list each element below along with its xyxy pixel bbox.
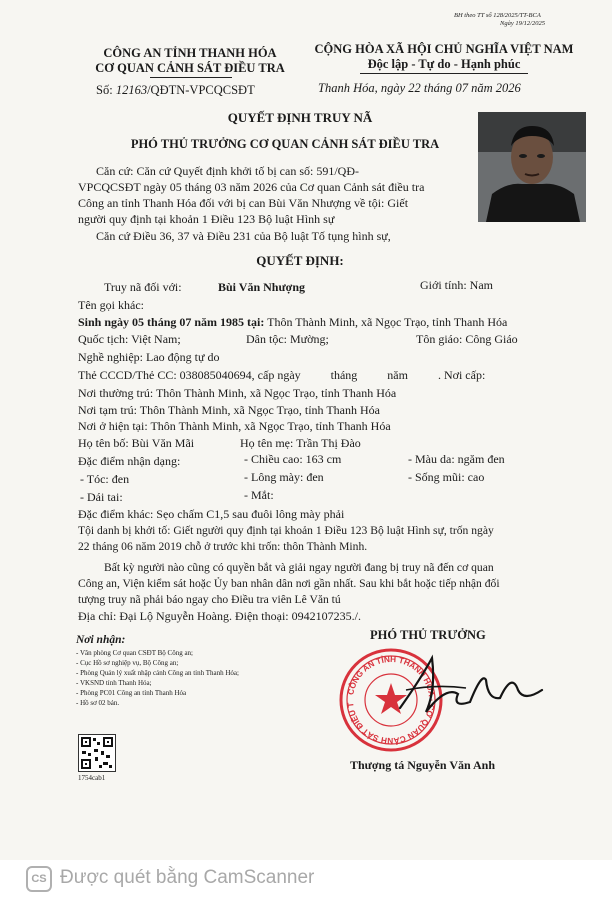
camscanner-logo-icon: CS	[26, 866, 52, 892]
subject-name: Bùi Văn Nhượng	[218, 280, 305, 294]
feature-skin: - Màu da: ngăm đen	[408, 452, 505, 466]
document-number: Số: 12163/QĐTN-VPCQCSĐT	[96, 83, 255, 97]
subject-religion: Tôn giáo: Công Giáo	[416, 332, 518, 346]
agency-line2: CƠ QUAN CẢNH SÁT ĐIỀU TRA	[95, 61, 285, 75]
subject-gender: Giới tính: Nam	[420, 278, 494, 292]
basis-line4: người quy định tại khoản 1 Điều 123 Bộ luật Hình sự	[78, 212, 335, 226]
motto-underline	[360, 73, 528, 74]
notice-line2: Công an, Viện kiểm sát hoặc Ủy ban nhân dân nơi gần nhất. Sau khi bắt hoặc tiếp nhận đối	[78, 577, 500, 590]
recipients-heading: Nơi nhận:	[76, 634, 126, 646]
recipients-list	[76, 648, 312, 708]
basis-line1: Căn cứ: Căn cứ Quyết định khởi tố bị can số: 591/QĐ-	[96, 164, 359, 178]
subject-nationality: Quốc tịch: Việt Nam;	[78, 332, 181, 346]
qr-code	[78, 734, 116, 772]
basis-line3: Công an tỉnh Thanh Hóa đối với bị can Bùi Văn Nhượng về tội: Giết	[78, 196, 409, 210]
notice-line3: tượng truy nã phải báo ngay cho Điều tra viên Lê Văn tú	[78, 593, 341, 606]
subject-mother: Họ tên mẹ: Trần Thị Đào	[240, 436, 361, 450]
feature-other: Đặc điểm khác: Sẹo chấm C1,5 sau đuôi lông mày phải	[78, 507, 345, 521]
recipient-item: - Hồ sơ 02 bản.	[76, 699, 120, 707]
recipient-item: - Phòng Quản lý xuất nhập cảnh Công an tỉnh Thanh Hóa;	[76, 669, 239, 677]
agency-underline	[150, 77, 232, 78]
basis-line2: VPCQCSĐT ngày 05 tháng 03 năm 2026 của Cơ quan Cảnh sát điều tra	[78, 180, 425, 194]
recipient-item: - VKSND tỉnh Thanh Hóa;	[76, 679, 152, 687]
subject-alias: Tên gọi khác:	[78, 298, 144, 312]
subject-id: Thẻ CCCD/Thẻ CC: 038085040694, cấp ngày tháng năm . Nơi cấp:	[78, 368, 486, 382]
suspect-photo	[478, 112, 586, 222]
basis-line5: Căn cứ Điều 36, 37 và Điều 231 của Bộ luật Tố tụng hình sự,	[96, 229, 391, 243]
issue-date: Thanh Hóa, ngày 22 tháng 07 năm 2026	[318, 81, 521, 95]
crime-line1: Tội danh bị khởi tố: Giết người quy định tại khoản 1 Điều 123 Bộ luật Hình sự, trốn ngày	[78, 524, 494, 537]
decision-heading: QUYẾT ĐỊNH:	[256, 253, 344, 268]
document-title: QUYẾT ĐỊNH TRUY NÃ	[227, 110, 373, 125]
subject-current-address: Nơi ở hiện tại: Thôn Thành Minh, xã Ngọc Trạo, tỉnh Thanh Hóa	[78, 419, 391, 433]
corner-note-line2: Ngày 19/12/2025	[500, 20, 545, 27]
feature-eyebrow: - Lông mày: đen	[244, 470, 324, 484]
subject-birth: Sinh ngày 05 tháng 07 năm 1985 tại: Thôn Thành Minh, xã Ngọc Trạo, tỉnh Thanh Hóa	[78, 315, 508, 329]
recipient-item: - Cục Hồ sơ nghiệp vụ, Bộ Công an;	[76, 659, 179, 667]
camscanner-watermark: Được quét bằng CamScanner	[60, 867, 315, 888]
subject-occupation: Nghề nghiệp: Lao động tự do	[78, 350, 220, 364]
contact-address: Địa chỉ: Đại Lộ Nguyễn Hoàng. Điện thoại: 0942107235./.	[78, 609, 361, 623]
motto: Độc lập - Tự do - Hạnh phúc	[367, 57, 521, 71]
document-code: 1754cab1	[78, 774, 106, 782]
subject-permanent-address: Nơi thường trú: Thôn Thành Minh, xã Ngọc Trạo, tỉnh Thanh Hóa	[78, 386, 397, 400]
subject-temporary-address: Nơi tạm trú: Thôn Thành Minh, xã Ngọc Trạo, tỉnh Thanh Hóa	[78, 403, 380, 417]
recipient-item: - Phòng PC01 Công an tỉnh Thanh Hóa	[76, 689, 187, 697]
wanted-label: Truy nã đối với:	[104, 280, 182, 294]
feature-nose: - Sống mũi: cao	[408, 470, 485, 484]
agency-line1: CÔNG AN TỈNH THANH HÓA	[103, 46, 277, 60]
republic-title: CỘNG HÒA XÃ HỘI CHỦ NGHĨA VIỆT NAM	[314, 42, 574, 56]
features-heading: Đặc điểm nhận dạng:	[78, 454, 181, 468]
notice-line1: Bất kỳ người nào cũng có quyền bắt và giải ngay người đang bị truy nã đến cơ quan	[104, 561, 494, 574]
seal-text: CÔNG AN TỈNH THANH HÓA · CƠ QUAN CẢNH SÁT ĐIỀU T	[346, 654, 437, 746]
signature	[396, 650, 546, 720]
feature-ears: - Dái tai:	[80, 490, 123, 504]
feature-eyes: - Mắt:	[244, 488, 274, 502]
signer-name: Thượng tá Nguyễn Văn Anh	[350, 758, 496, 772]
recipient-item: - Văn phòng Cơ quan CSĐT Bộ Công an;	[76, 649, 194, 657]
authority-title: PHÓ THỦ TRƯỞNG CƠ QUAN CẢNH SÁT ĐIỀU TRA	[130, 137, 440, 151]
crime-line2: 22 tháng 06 năm 2019 chỗ ở trước khi trốn: thôn Thành Minh.	[78, 540, 368, 553]
corner-note-line1: BH theo TT số 128/2025/TT-BCA	[454, 12, 541, 19]
subject-ethnicity: Dân tộc: Mường;	[246, 332, 329, 346]
feature-hair: - Tóc: đen	[80, 472, 130, 486]
signer-role: PHÓ THỦ TRƯỞNG	[370, 628, 486, 642]
feature-height: - Chiều cao: 163 cm	[244, 452, 342, 466]
subject-father: Họ tên bố: Bùi Văn Mãi	[78, 436, 195, 450]
